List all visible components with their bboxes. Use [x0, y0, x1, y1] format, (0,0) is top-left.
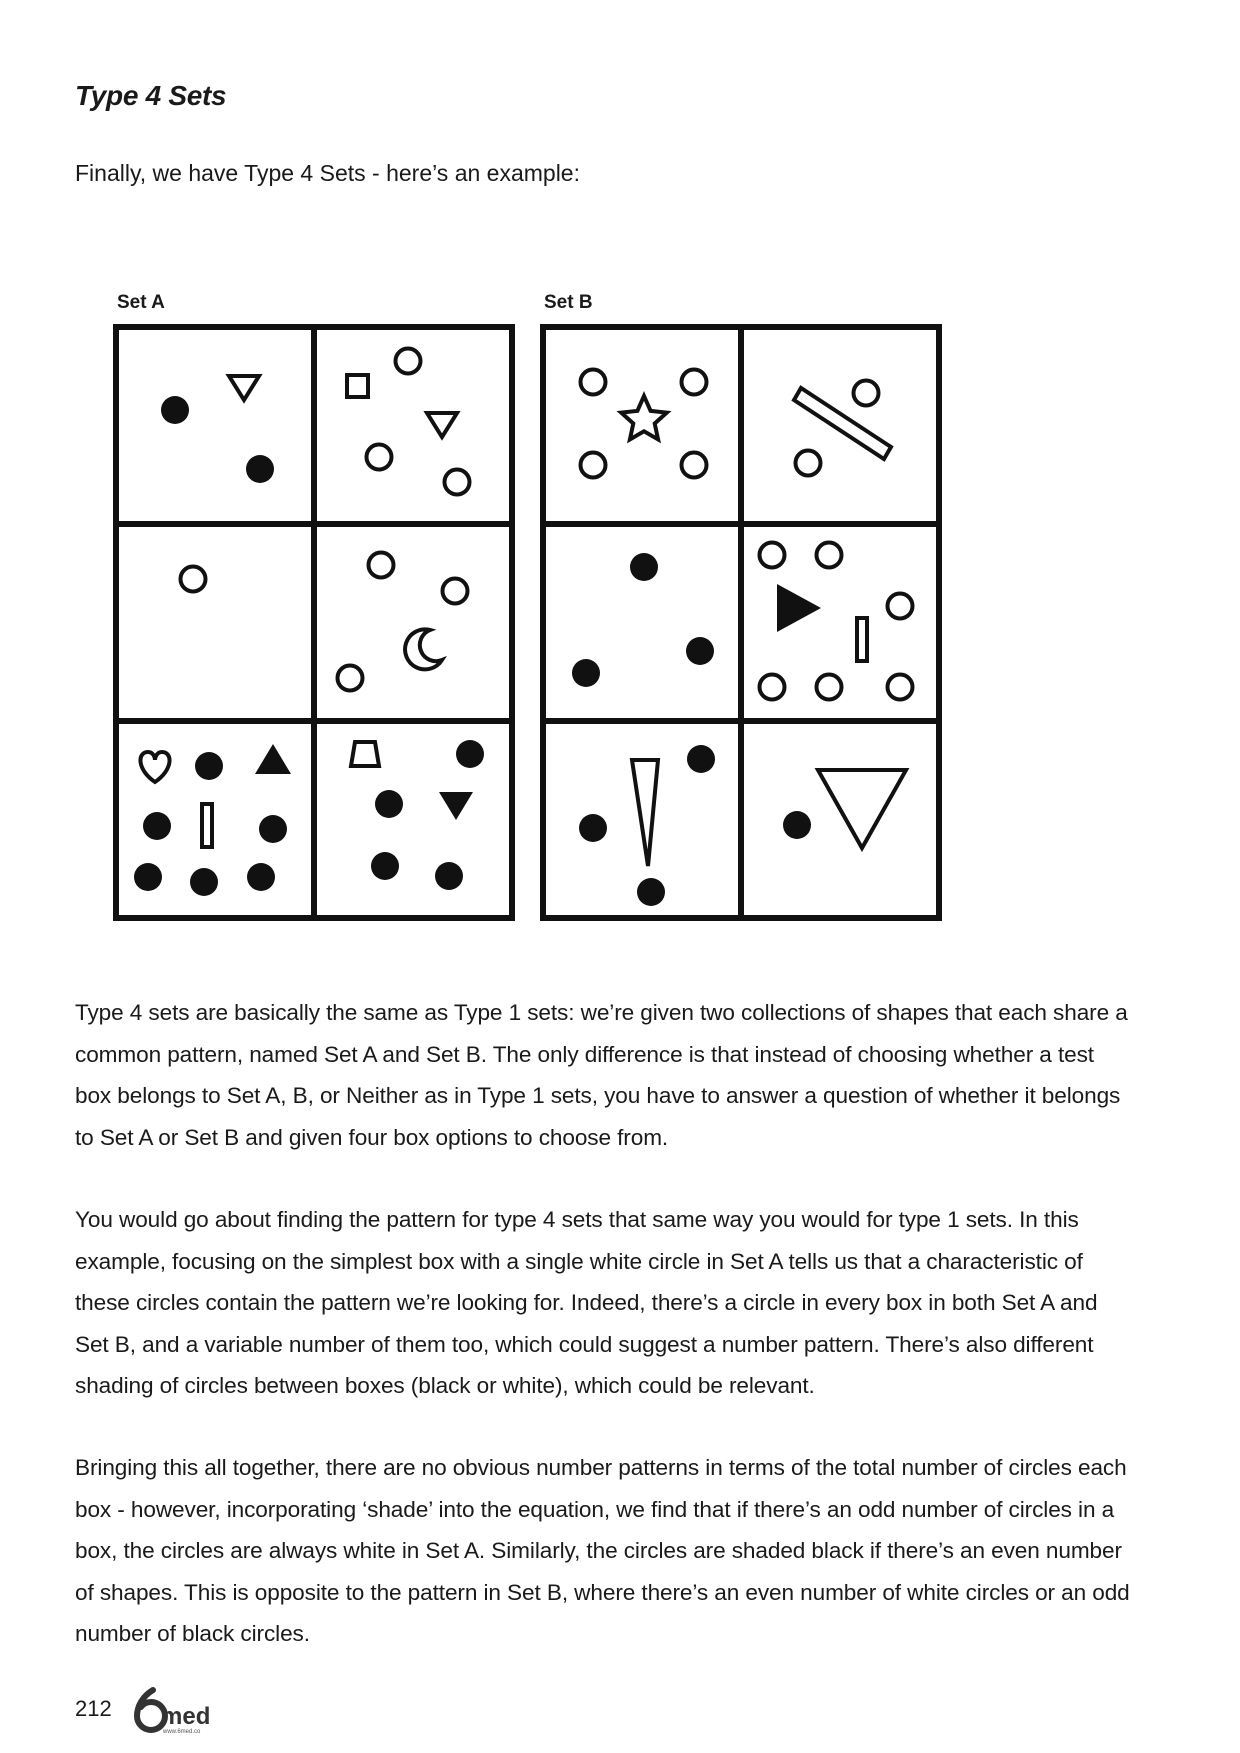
white-circle [682, 370, 707, 395]
black-circle [371, 852, 399, 880]
black-circle [134, 863, 162, 891]
paragraph-type4-explanation: Type 4 sets are basically the same as Type 1 sets: we’re given two collections of shapes that each share a common pattern, named Set A and Set B. The only difference is that instead of choosing whether a test box belongs to Set A, B, or Neither as in Type 1 sets, you have to answer a question of whether it belongs to Set A or Set B and given four box options to choose from. [75, 1000, 1128, 1150]
black-circle [579, 814, 607, 842]
page-number: 212 [75, 1696, 112, 1721]
white-circle [581, 453, 606, 478]
logo-text: med [161, 1703, 211, 1730]
white-spike-triangle [632, 760, 658, 866]
black-circle [190, 868, 218, 896]
white-circle [760, 543, 785, 568]
set-b-box-4 [760, 543, 913, 700]
black-circle [630, 553, 658, 581]
black-circle [637, 878, 665, 906]
white-circle [888, 675, 913, 700]
set-b-box-3 [572, 553, 714, 687]
6med-logo [125, 1686, 305, 1736]
white-heart [140, 752, 169, 782]
black-circle [375, 790, 403, 818]
paragraph-finding-pattern: You would go about finding the pattern for type 4 sets that same way you would for type 1 sets. In this example, focusing on the simplest box with a single white circle in Set A tells us that a characteristic of these circles contain the pattern we’re looking for. Indeed, there’s a circle in every box in both Set A and Set B, and a variable number of them too, which could suggest a number pattern. There’s also different shading of circles between boxes (black or white), which could be relevant. [75, 1207, 1098, 1398]
black-circle [572, 659, 600, 687]
black-circle [195, 752, 223, 780]
white-circle [367, 445, 392, 470]
set-b-box-1 [581, 370, 707, 478]
black-circle [161, 396, 189, 424]
black-circle [259, 815, 287, 843]
white-triangle-down-large [818, 770, 906, 848]
white-circle [796, 451, 821, 476]
section-heading: Type 4 Sets [75, 80, 227, 111]
black-circle [456, 740, 484, 768]
white-circle [443, 579, 468, 604]
white-circle [682, 453, 707, 478]
white-square [347, 375, 368, 397]
intro-text: Finally, we have Type 4 Sets - here’s an example: [75, 160, 580, 186]
black-triangle [255, 744, 291, 774]
white-circle [181, 567, 206, 592]
paragraph-conclusion: Bringing this all together, there are no obvious number patterns in terms of the total number of circles each box - however, incorporating ‘shade’ into the equation, we find that if there’s an odd number of circles in a box, the circles are always white in Set A. Similarly, the circles are shaded black if there’s an even number of shapes. This is opposite to the pattern in Set B, where there’s an even number of white circles or an odd number of black circles. [75, 1455, 1130, 1646]
white-bar [202, 804, 212, 847]
black-circle [686, 637, 714, 665]
black-triangle-right [777, 584, 821, 632]
set-b-box-6 [783, 770, 906, 848]
black-triangle-down [439, 792, 473, 820]
white-bar-diagonal [794, 388, 891, 459]
white-circle [581, 370, 606, 395]
black-circle [143, 812, 171, 840]
set-a-box-4 [338, 553, 468, 691]
star-icon [621, 396, 667, 439]
set-a-box-1 [161, 376, 274, 483]
black-circle [435, 862, 463, 890]
set-a-label: Set A [117, 292, 165, 313]
white-circle [369, 553, 394, 578]
black-circle [247, 863, 275, 891]
set-b-box-5 [579, 745, 715, 906]
white-bar [857, 618, 867, 661]
white-circle [338, 666, 363, 691]
set-a-grid [116, 327, 512, 918]
white-circle [854, 381, 879, 406]
black-circle [687, 745, 715, 773]
white-triangle-down [229, 376, 259, 400]
set-b-label: Set B [544, 292, 593, 313]
white-trapezoid [351, 742, 379, 766]
white-circle [445, 470, 470, 495]
set-b-box-2 [794, 381, 891, 476]
set-a-box-6 [351, 740, 484, 890]
set-a-box-5 [134, 744, 291, 896]
black-circle [783, 811, 811, 839]
white-circle [396, 349, 421, 374]
white-triangle-down [427, 413, 457, 437]
white-circle [817, 543, 842, 568]
set-a-box-3 [181, 567, 206, 592]
black-circle [246, 455, 274, 483]
set-a-box-2 [347, 349, 470, 495]
white-circle [817, 675, 842, 700]
logo-url: www.6med.co [163, 1729, 201, 1735]
white-circle [888, 594, 913, 619]
set-b-grid [543, 327, 939, 918]
crescent-icon [405, 629, 442, 669]
white-circle [760, 675, 785, 700]
